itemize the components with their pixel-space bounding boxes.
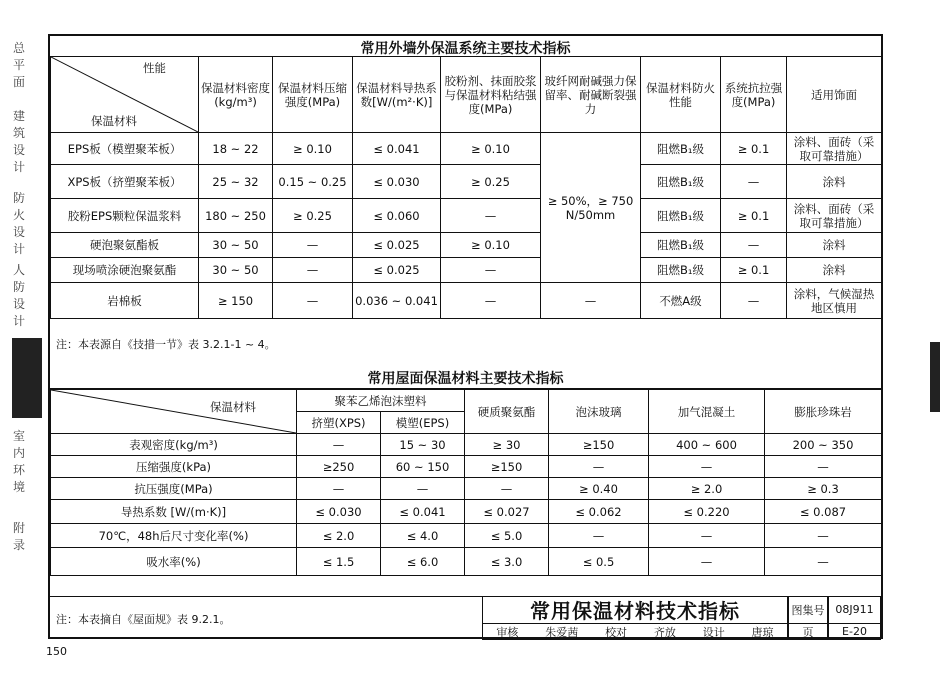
t1-cell: 阻燃B₁级 — [641, 199, 721, 233]
t1-cell: 30 ~ 50 — [199, 258, 273, 283]
t1-cell: — — [441, 258, 541, 283]
t1-cell: — — [273, 233, 353, 258]
t1-cell: 18 ~ 22 — [199, 133, 273, 165]
t2-cell: ≤ 0.087 — [765, 500, 882, 524]
t2-cell: ≥250 — [297, 456, 381, 478]
t2-cell: ≥150 — [549, 434, 649, 456]
t1-header-finish: 适用饰面 — [787, 57, 882, 133]
t1-header-fire: 保温材料防火性能 — [641, 57, 721, 133]
page-label-cell — [788, 623, 828, 640]
table1-title: 常用外墙外保温系统主要技术指标 — [360, 41, 571, 57]
sidebar-label-indoor: 室内环境 — [12, 429, 25, 494]
t1-cell: ≥ 0.10 — [441, 233, 541, 258]
t2-cell: — — [297, 478, 381, 500]
name-design: 唐琼 — [751, 625, 774, 639]
t2-cell: ≤ 0.027 — [465, 500, 549, 524]
page-label: 页 — [802, 625, 814, 639]
page-value-cell — [828, 623, 881, 640]
roof-insulation-table — [50, 388, 882, 576]
t1-cell: 岩棉板 — [51, 283, 199, 319]
t1-cell: 0.036 ~ 0.041 — [353, 283, 441, 319]
t2-header-xps: 挤塑(XPS) — [297, 412, 381, 434]
t2-cell: ≥ 2.0 — [649, 478, 765, 500]
t1-cell: 胶粉EPS颗粒保温浆料 — [51, 199, 199, 233]
t2-cell: — — [465, 478, 549, 500]
t1-cell: 180 ~ 250 — [199, 199, 273, 233]
t1-header-mesh: 玻纤网耐碱强力保留率、耐碱断裂强力 — [541, 57, 641, 133]
t2-cell: 200 ~ 350 — [765, 434, 882, 456]
t1-cell: 涂料 — [787, 233, 882, 258]
sidebar-label-appendix: 附录 — [12, 521, 25, 552]
t2-cell: 70℃，48h后尺寸变化率(%) — [51, 524, 297, 548]
t2-cell: ≤ 4.0 — [381, 524, 465, 548]
drawing-title: 常用保温材料技术指标 — [530, 599, 740, 623]
t1-cell: ≤ 0.025 — [353, 258, 441, 283]
t2-cell: 导热系数 [W/(m·K)] — [51, 500, 297, 524]
wall-insulation-table — [50, 56, 882, 319]
t1-header-density: 保温材料密度(kg/m³) — [199, 57, 273, 133]
t2-cell: — — [649, 548, 765, 576]
t1-header-bond: 胶粉剂、抹面胶浆与保温材料粘结强度(MPa) — [441, 57, 541, 133]
t1-header-tensile: 系统抗拉强度(MPa) — [721, 57, 787, 133]
t2-header-foam-glass: 泡沫玻璃 — [549, 389, 649, 434]
role-design: 设计 — [702, 625, 725, 639]
drawing-frame — [48, 34, 883, 639]
t1-cell: 涂料，气候湿热地区慎用 — [787, 283, 882, 319]
t2-cell: — — [381, 478, 465, 500]
t1-header-compress: 保温材料压缩强度(MPa) — [273, 57, 353, 133]
sidebar-active-marker — [12, 338, 42, 418]
table2-note: 注：本表摘自《屋面规》表 9.2.1。 — [56, 613, 231, 626]
t2-cell: 抗压强度(MPa) — [51, 478, 297, 500]
t1-cell: 25 ~ 32 — [199, 165, 273, 199]
t1-cell: ≤ 0.025 — [353, 233, 441, 258]
t2-cell: 400 ~ 600 — [649, 434, 765, 456]
t2-cell: — — [765, 456, 882, 478]
t2-cell: ≤ 0.041 — [381, 500, 465, 524]
t1-merged-mesh: ≥ 50%，≥ 750 N/50mm — [541, 133, 641, 283]
t2-cell: — — [649, 524, 765, 548]
t2-cell: ≤ 0.5 — [549, 548, 649, 576]
name-check: 齐放 — [653, 625, 676, 639]
sidebar-label-fire: 防火设计 — [12, 191, 25, 256]
t1-cell: — — [273, 258, 353, 283]
table1-corner-bottom: 保温材料 — [91, 114, 137, 128]
t2-cell: ≤ 2.0 — [297, 524, 381, 548]
table2-title: 常用屋面保温材料主要技术指标 — [367, 371, 564, 387]
sidebar-label-architecture: 建筑设计 — [12, 109, 25, 174]
t2-cell: ≤ 1.5 — [297, 548, 381, 576]
t1-cell: ≥ 0.25 — [441, 165, 541, 199]
t1-cell: — — [441, 283, 541, 319]
t2-cell: ≥ 30 — [465, 434, 549, 456]
t1-cell: — — [721, 165, 787, 199]
page-number: 150 — [46, 645, 67, 658]
atlas-value-cell — [828, 596, 881, 624]
t1-cell: — — [721, 233, 787, 258]
page-code: E-20 — [842, 625, 867, 638]
table2-corner-cell — [51, 389, 297, 434]
t1-cell: ≥ 0.1 — [721, 199, 787, 233]
t2-cell: 60 ~ 150 — [381, 456, 465, 478]
t2-cell: 表观密度(kg/m³) — [51, 434, 297, 456]
sidebar — [0, 0, 48, 674]
name-review: 朱爱茜 — [545, 625, 579, 639]
t2-cell: ≤ 0.062 — [549, 500, 649, 524]
t2-cell: — — [649, 456, 765, 478]
t1-cell: 涂料 — [787, 258, 882, 283]
t1-cell: ≥ 150 — [199, 283, 273, 319]
t2-cell: — — [297, 434, 381, 456]
atlas-label-cell — [788, 596, 828, 624]
t1-cell: — — [721, 283, 787, 319]
t2-cell: ≤ 3.0 — [465, 548, 549, 576]
atlas-label: 图集号 — [791, 603, 825, 617]
t2-header-eps: 模塑(EPS) — [381, 412, 465, 434]
t2-cell: — — [765, 548, 882, 576]
role-check: 校对 — [605, 625, 628, 639]
t1-cell: 涂料、面砖（采取可靠措施） — [787, 133, 882, 165]
table1-corner-cell — [51, 57, 199, 133]
title-block-title-cell — [482, 596, 788, 624]
t2-header-pu: 硬质聚氨酯 — [465, 389, 549, 434]
t1-cell: ≥ 0.10 — [441, 133, 541, 165]
sidebar-label-civil-defense: 人防设计 — [12, 263, 25, 328]
table1-corner-top: 性能 — [143, 61, 166, 75]
table2-corner: 保温材料 — [210, 400, 256, 414]
t2-cell: ≤ 5.0 — [465, 524, 549, 548]
t1-cell: 阻燃B₁级 — [641, 258, 721, 283]
t1-cell: — — [541, 283, 641, 319]
t1-cell: 不燃A级 — [641, 283, 721, 319]
signature-row — [482, 623, 788, 640]
t1-header-conductivity: 保温材料导热系数[W/(m²·K)] — [353, 57, 441, 133]
t2-cell: 压缩强度(kPa) — [51, 456, 297, 478]
t1-cell: ≤ 0.060 — [353, 199, 441, 233]
t2-cell: — — [549, 524, 649, 548]
t1-cell: 涂料 — [787, 165, 882, 199]
table1-note: 注：本表源自《技措一节》表 3.2.1-1 ~ 4。 — [56, 338, 276, 351]
t1-cell: 涂料、面砖（采取可靠措施） — [787, 199, 882, 233]
title-block-area — [50, 596, 881, 640]
t1-cell: ≥ 0.1 — [721, 258, 787, 283]
t1-cell: ≥ 0.10 — [273, 133, 353, 165]
t1-cell: 硬泡聚氨酯板 — [51, 233, 199, 258]
right-edge-marker — [930, 342, 940, 412]
t1-cell: EPS板（模塑聚苯板） — [51, 133, 199, 165]
t2-cell: 15 ~ 30 — [381, 434, 465, 456]
t2-cell: ≤ 0.220 — [649, 500, 765, 524]
t2-cell: — — [549, 456, 649, 478]
t1-cell: 0.15 ~ 0.25 — [273, 165, 353, 199]
atlas-number: 08J911 — [835, 603, 874, 616]
t1-cell: — — [441, 199, 541, 233]
t2-header-perlite: 膨胀珍珠岩 — [765, 389, 882, 434]
sidebar-label-master-plan: 总平面 — [12, 41, 25, 89]
t1-cell: — — [273, 283, 353, 319]
t2-cell: ≤ 6.0 — [381, 548, 465, 576]
t2-group-header: 聚苯乙烯泡沫塑料 — [297, 389, 465, 412]
t2-cell: ≤ 0.030 — [297, 500, 381, 524]
t2-cell: ≥ 0.40 — [549, 478, 649, 500]
t2-cell: 吸水率(%) — [51, 548, 297, 576]
t1-cell: 现场喷涂硬泡聚氨酯 — [51, 258, 199, 283]
t1-cell: ≤ 0.041 — [353, 133, 441, 165]
t2-cell: ≥150 — [465, 456, 549, 478]
t1-cell: 阻燃B₁级 — [641, 165, 721, 199]
t2-cell: — — [765, 524, 882, 548]
t1-cell: ≥ 0.1 — [721, 133, 787, 165]
t1-cell: 阻燃B₁级 — [641, 233, 721, 258]
t2-header-aac: 加气混凝土 — [649, 389, 765, 434]
role-review: 审核 — [496, 625, 519, 639]
t1-cell: XPS板（挤塑聚苯板） — [51, 165, 199, 199]
t2-cell: ≥ 0.3 — [765, 478, 882, 500]
t1-cell: ≤ 0.030 — [353, 165, 441, 199]
t1-cell: ≥ 0.25 — [273, 199, 353, 233]
t1-cell: 阻燃B₁级 — [641, 133, 721, 165]
t1-cell: 30 ~ 50 — [199, 233, 273, 258]
